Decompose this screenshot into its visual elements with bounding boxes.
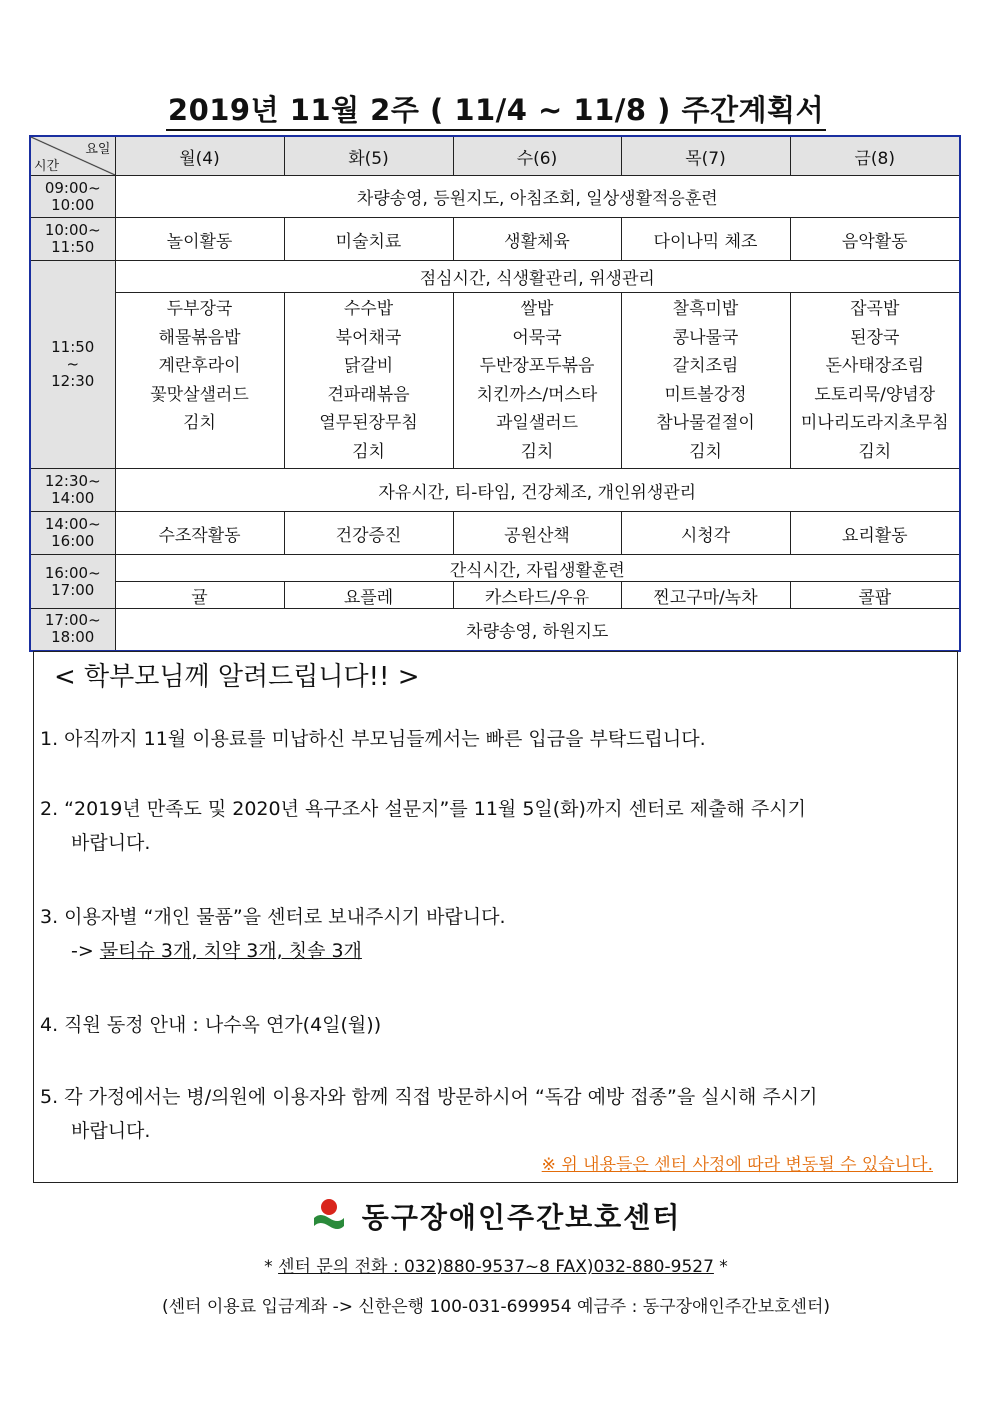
day-header-tue: 화(5): [284, 136, 453, 176]
snack-mon: 귤: [115, 582, 284, 609]
menu-fri: 잡곡밥 된장국 돈사태장조림 도토리묵/양념장 미나리도라지초무침 김치: [790, 293, 960, 469]
activity-mon: 놀이활동: [115, 218, 284, 261]
row-1700: [30, 609, 960, 651]
row-1400: [30, 512, 960, 555]
snack-fri: 콜팝: [790, 582, 960, 609]
menu-thu: 찰흑미밥 콩나물국 갈치조림 미트볼강정 참나물겉절이 김치: [621, 293, 790, 469]
activity-fri: 요리활동: [790, 512, 960, 555]
change-warning: ※ 위 내용들은 센터 사정에 따라 변동될 수 있습니다.: [541, 1155, 933, 1175]
all-day-activity: 차량송영, 등원지도, 아침조회, 일상생활적응훈련: [115, 176, 960, 218]
snack-wed: 카스타드/우유: [453, 582, 621, 609]
activity-tue: 건강증진: [284, 512, 453, 555]
notice-item-5: 5. 각 가정에서는 병/의원에 이용자와 함께 직접 방문하시어 “독감 예방 접종”을 실시해 주시기 바랍니다.: [40, 1086, 818, 1142]
header-row: [30, 136, 960, 176]
all-day-activity: 자유시간, 티-타임, 건강체조, 개인위생관리: [115, 469, 960, 512]
account-line: (센터 이용료 입금계좌 -> 신한은행 100-031-699954 예금주 : 동구장애인주간보호센터): [161, 1297, 831, 1317]
lunch-activity: 점심시간, 식생활관리, 위생관리: [115, 261, 960, 293]
time-cell: 17:00~ 18:00: [30, 609, 115, 651]
corner-cell: [30, 136, 115, 176]
all-day-activity: 차량송영, 하원지도: [115, 609, 960, 651]
activity-tue: 미술치료: [284, 218, 453, 261]
org-name: 동구장애인주간보호센터: [361, 1201, 682, 1234]
weekly-schedule-table: [29, 135, 961, 652]
parent-notice-box: [33, 651, 958, 1183]
day-header-mon: 월(4): [115, 136, 284, 176]
corner-time-label: 시간: [34, 159, 60, 174]
menu-wed: 쌀밥 어묵국 두반장포두볶음 치킨까스/머스타 과일샐러드 김치: [453, 293, 621, 469]
time-cell: 14:00~ 16:00: [30, 512, 115, 555]
notice-item-3: 3. 이용자별 “개인 물품”을 센터로 보내주시기 바랍니다. -> 물티슈 3개, 치약 3개, 칫솔 3개: [40, 906, 506, 962]
page-title: 2019년 11월 2주 ( 11/4 ~ 11/8 ) 주간계획서: [0, 88, 992, 129]
row-snack-title: [30, 555, 960, 582]
time-cell: 12:30~ 14:00: [30, 469, 115, 512]
notice-item-4: 4. 직원 동정 안내 : 나수옥 연가(4일(월)): [40, 1014, 382, 1036]
menu-mon: 두부장국 해물볶음밥 계란후라이 꽃맛살샐러드 김치: [115, 293, 284, 469]
supply-list: 물티슈 3개, 치약 3개, 칫솔 3개: [99, 940, 362, 962]
activity-wed: 생활체육: [453, 218, 621, 261]
day-header-fri: 금(8): [790, 136, 960, 176]
time-cell: 09:00~ 10:00: [30, 176, 115, 218]
row-lunch-menu: [30, 293, 960, 469]
contact-info: 센터 문의 전화 : 032)880-9537~8 FAX)032-880-9527: [278, 1257, 714, 1277]
day-header-wed: 수(6): [453, 136, 621, 176]
contact-line: * 센터 문의 전화 : 032)880-9537~8 FAX)032-880-9527 *: [264, 1257, 728, 1277]
corner-day-label: 요일: [85, 142, 111, 157]
row-1000: [30, 218, 960, 261]
time-cell: 10:00~ 11:50: [30, 218, 115, 261]
activity-fri: 음악활동: [790, 218, 960, 261]
time-cell: 11:50 ~ 12:30: [30, 261, 115, 469]
org-footer: [0, 1196, 992, 1236]
row-0900: [30, 176, 960, 218]
activity-thu: 다이나믹 체조: [621, 218, 790, 261]
notice-heading: < 학부모님께 알려드립니다!! >: [54, 662, 420, 692]
center-logo-icon: [311, 1196, 347, 1236]
menu-tue: 수수밥 북어채국 닭갈비 견파래볶음 열무된장무침 김치: [284, 293, 453, 469]
activity-wed: 공원산책: [453, 512, 621, 555]
row-lunch-title: [30, 261, 960, 293]
row-1230: [30, 469, 960, 512]
snack-thu: 찐고구마/녹차: [621, 582, 790, 609]
row-snack-items: [30, 582, 960, 609]
day-header-thu: 목(7): [621, 136, 790, 176]
activity-thu: 시청각: [621, 512, 790, 555]
notice-item-2: 2. “2019년 만족도 및 2020년 욕구조사 설문지”를 11월 5일(화)까지 센터로 제출해 주시기 바랍니다.: [40, 798, 806, 854]
activity-mon: 수조작활동: [115, 512, 284, 555]
snack-activity: 간식시간, 자립생활훈련: [115, 555, 960, 582]
time-cell: 16:00~ 17:00: [30, 555, 115, 609]
notice-item-1: 1. 아직까지 11월 이용료를 미납하신 부모님들께서는 빠른 입금을 부탁드립니다.: [40, 728, 706, 750]
snack-tue: 요플레: [284, 582, 453, 609]
